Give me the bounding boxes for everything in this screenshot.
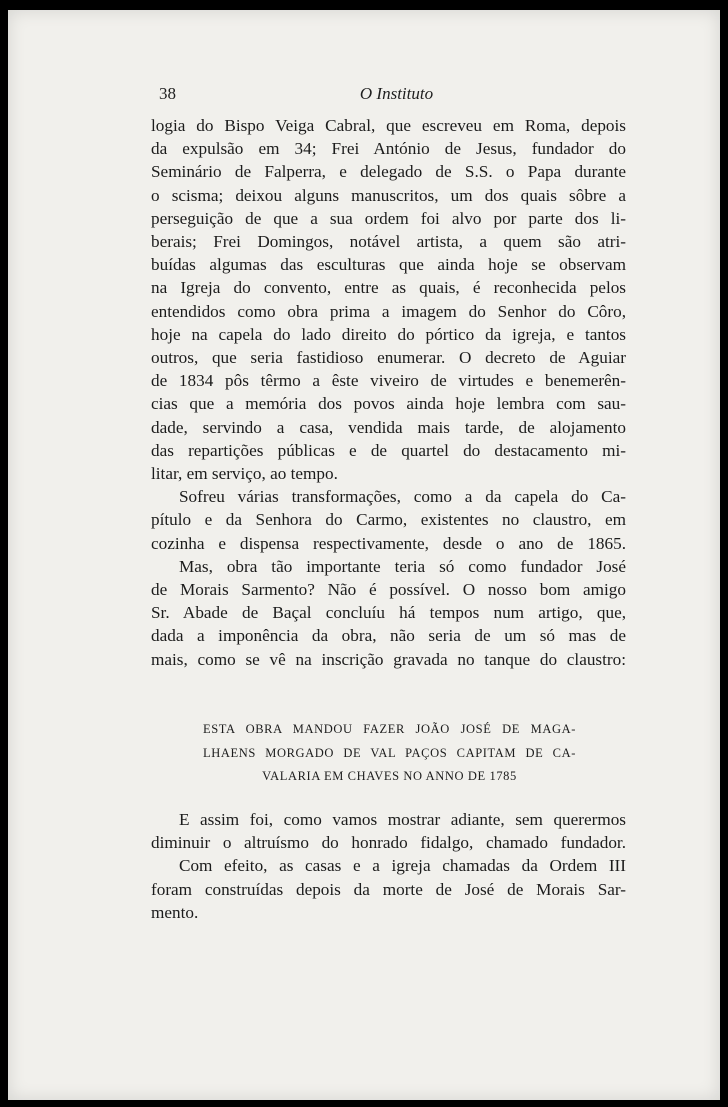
inscription-quote — [203, 718, 576, 789]
text-line: foram construídas depois da morte de José de Morais Sar- — [151, 879, 626, 899]
text-line: de Morais Sarmento? Não é possível. O nosso bom amigo — [151, 580, 626, 600]
text-line: entendidos como obra prima a imagem do Senhor do Côro, — [151, 301, 626, 321]
text-line: cias que a memória dos povos ainda hoje lembra com sau- — [151, 394, 626, 414]
inscription-line: LHAENS MORGADO DE VAL PAÇOS CAPITAM DE CA- — [203, 745, 576, 760]
text-line: hoje na capela do lado direito do pórtico da igreja, e tantos — [151, 324, 626, 344]
text-line: perseguição de que a sua ordem foi alvo por parte dos li- — [151, 208, 626, 228]
closing-text — [151, 808, 626, 924]
text-line: logia do Bispo Veiga Cabral, que escreveu em Roma, depois — [151, 116, 626, 135]
inscription-line: VALARIA EM CHAVES NO ANNO DE 1785 — [262, 769, 517, 783]
text-line: Sr. Abade de Baçal concluíu há tempos num artigo, que, — [151, 603, 626, 623]
page-header — [159, 84, 634, 108]
text-line: cozinha e dispensa respectivamente, desde o ano de 1865. — [151, 533, 626, 553]
text-line: da expulsão em 34; Frei António de Jesus, fundador do — [151, 139, 626, 159]
text-line: Sofreu várias transformações, como a da capela do Ca- — [179, 487, 626, 507]
text-line: dade, servindo a casa, vendida mais tarde, de alojamento — [151, 417, 626, 437]
text-line: litar, em serviço, ao tempo. — [151, 464, 338, 484]
text-line: buídas algumas das esculturas que ainda hoje se observam — [151, 255, 626, 275]
page-number: 38 — [159, 84, 176, 103]
text-line: pítulo e da Senhora do Carmo, existentes no claustro, em — [151, 510, 626, 530]
text-line: outros, que seria fastidioso enumerar. O decreto de Aguiar — [151, 348, 626, 368]
text-line: das repartições públicas e de quartel do destacamento mi- — [151, 440, 626, 460]
text-line: mento. — [151, 902, 199, 922]
text-line: na Igreja do convento, entre as quais, é reconhecida pelos — [151, 278, 626, 298]
text-line: de 1834 pôs têrmo a êste viveiro de virtudes e benemerên- — [151, 371, 626, 391]
text-line: Seminário de Falperra, e delegado de S.S. o Papa durante — [151, 162, 626, 182]
text-line: Mas, obra tão importante teria só como fundador José — [179, 556, 626, 576]
text-line: mais, como se vê na inscrição gravada no tanque do claustro: — [151, 649, 626, 669]
text-line: E assim foi, como vamos mostrar adiante, sem querermos — [179, 810, 626, 829]
text-line: Com efeito, as casas e a igreja chamadas da Ordem III — [179, 856, 626, 876]
inscription-line: ESTA OBRA MANDOU FAZER JOÃO JOSÉ DE MAGA- — [203, 722, 576, 736]
running-title: O Instituto — [359, 84, 434, 103]
main-text — [151, 114, 626, 671]
text-line: berais; Frei Domingos, notável artista, a quem são atri- — [151, 232, 626, 252]
text-line: diminuir o altruísmo do honrado fidalgo, chamado fundador. — [151, 833, 626, 853]
text-line: o scisma; deixou alguns manuscritos, um dos quais sôbre a — [151, 185, 626, 205]
text-line: dada a imponência da obra, não seria de um só mas de — [151, 626, 626, 646]
